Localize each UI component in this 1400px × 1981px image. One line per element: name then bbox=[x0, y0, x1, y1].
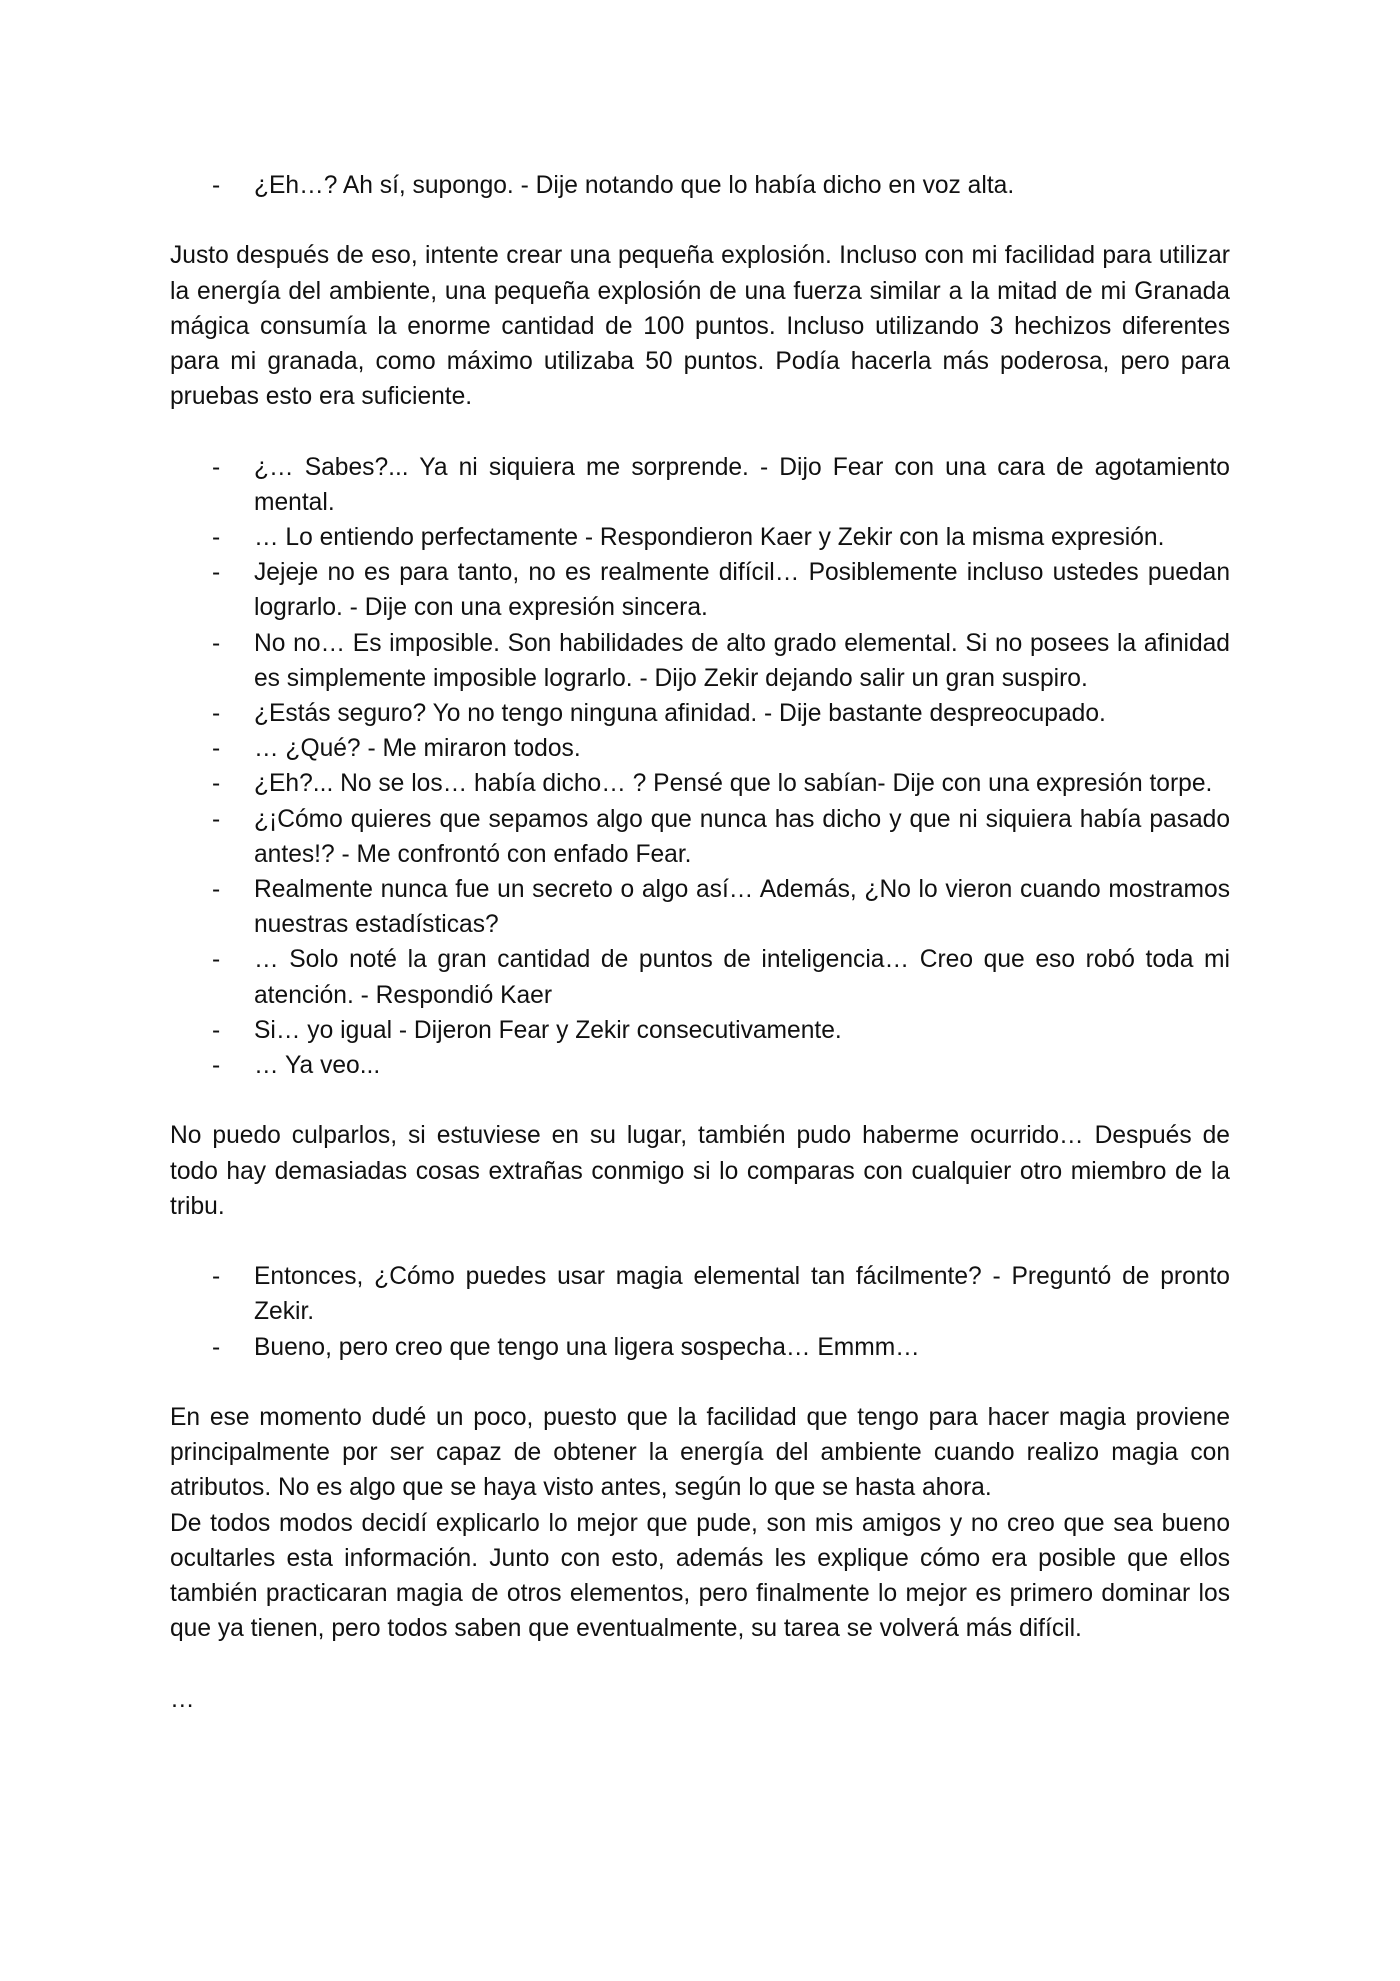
dialogue-line bbox=[170, 942, 1230, 1012]
dialogue-line bbox=[170, 168, 1230, 203]
dialogue-line bbox=[170, 555, 1230, 625]
dialogue-dash: - bbox=[212, 172, 221, 199]
dialogue-dash: - bbox=[212, 946, 221, 974]
dialogue-dash: - bbox=[212, 805, 221, 833]
dialogue-line bbox=[170, 696, 1230, 731]
narration-paragraph: Justo después de eso, intente crear una pequeña explosión. Incluso con mi facilidad para utilizar la energía del ambiente, una pequeña explosión de una fuerza similar a la mitad de mi Granada mágica consumía la enorme cantidad de 100 puntos. Incluso utilizando 3 hechizos diferentes para mi granada, como máximo utilizaba 50 puntos. Podía hacerla más poderosa, pero para pruebas esto era suficiente. bbox=[170, 242, 1230, 411]
dialogue-dash: - bbox=[212, 735, 221, 763]
dialogue-line bbox=[170, 626, 1230, 696]
dialogue-text: ¿Estás seguro? Yo no tengo ninguna afinidad. - Dije bastante despreocupado. bbox=[254, 700, 1106, 728]
dialogue-text: … Ya veo... bbox=[254, 1052, 381, 1080]
scene-break-ellipsis: … bbox=[170, 1685, 195, 1713]
dialogue-text: … Lo entiendo perfectamente - Respondieron Kaer y Zekir con la misma expresión. bbox=[254, 524, 1165, 551]
dialogue-dash: - bbox=[212, 559, 221, 587]
dialogue-text: ¿Eh…? Ah sí, supongo. - Dije notando que lo había dicho en voz alta. bbox=[254, 172, 1015, 199]
narration-paragraph: De todos modos decidí explicarlo lo mejor que pude, son mis amigos y no creo que sea bueno ocultarles esta información. Junto con esto, además les explique cómo era posible que ellos también practicaran magia de otros elementos, pero finalmente lo mejor es primero dominar los que ya tienen, pero todos saben que eventualmente, su tarea se volverá más difícil. bbox=[170, 1509, 1230, 1643]
dialogue-line bbox=[170, 1013, 1230, 1048]
dialogue-dash: - bbox=[212, 1263, 221, 1291]
dialogue-dash: - bbox=[212, 1052, 221, 1080]
dialogue-line bbox=[170, 1330, 1230, 1365]
dialogue-text: No no… Es imposible. Son habilidades de alto grado elemental. Si no posees la afinidad es simplemente imposible lograrlo. - Dijo Zekir dejando salir un gran suspiro. bbox=[254, 629, 1230, 692]
dialogue-text: ¿¡Cómo quieres que sepamos algo que nunca has dicho y que ni siquiera había pasado antes!? - Me confrontó con enfado Fear. bbox=[254, 805, 1230, 868]
dialogue-dash: - bbox=[212, 1016, 221, 1044]
dialogue-text: ¿Eh?... No se los… había dicho… ? Pensé que lo sabían- Dije con una expresión torpe. bbox=[254, 770, 1213, 798]
dialogue-text: ¿… Sabes?... Ya ni siquiera me sorprende. - Dijo Fear con una cara de agotamiento mental. bbox=[254, 453, 1230, 516]
dialogue-line bbox=[170, 1259, 1230, 1329]
dialogue-text: Jejeje no es para tanto, no es realmente difícil… Posiblemente incluso ustedes puedan lograrlo. - Dije con una expresión sincera. bbox=[254, 559, 1230, 622]
dialogue-line bbox=[170, 520, 1230, 555]
narration-paragraph: No puedo culparlos, si estuviese en su lugar, también pudo haberme ocurrido… Después de todo hay demasiadas cosas extrañas conmigo si lo comparas con cualquier otro miembro de la tribu. bbox=[170, 1122, 1230, 1220]
dialogue-dash: - bbox=[212, 876, 221, 904]
dialogue-line bbox=[170, 1048, 1230, 1083]
dialogue-text: … Solo noté la gran cantidad de puntos de inteligencia… Creo que eso robó toda mi atención. - Respondió Kaer bbox=[254, 946, 1230, 1009]
dialogue-line bbox=[170, 450, 1230, 520]
dialogue-dash: - bbox=[212, 524, 221, 551]
dialogue-list bbox=[170, 168, 1230, 203]
dialogue-dash: - bbox=[212, 453, 221, 481]
document-page bbox=[170, 168, 1230, 1717]
dialogue-line bbox=[170, 872, 1230, 942]
dialogue-text: Si… yo igual - Dijeron Fear y Zekir consecutivamente. bbox=[254, 1016, 842, 1044]
dialogue-text: … ¿Qué? - Me miraron todos. bbox=[254, 735, 581, 763]
dialogue-dash: - bbox=[212, 1333, 221, 1361]
dialogue-dash: - bbox=[212, 629, 221, 657]
dialogue-dash: - bbox=[212, 770, 221, 798]
dialogue-text: Bueno, pero creo que tengo una ligera sospecha… Emmm… bbox=[254, 1333, 920, 1361]
dialogue-text: Realmente nunca fue un secreto o algo así… Además, ¿No lo vieron cuando mostramos nuestras estadísticas? bbox=[254, 876, 1230, 939]
dialogue-dash: - bbox=[212, 700, 221, 728]
dialogue-line bbox=[170, 731, 1230, 766]
narration-paragraph: En ese momento dudé un poco, puesto que la facilidad que tengo para hacer magia proviene principalmente por ser capaz de obtener la energía del ambiente cuando realizo magia con atributos. No es algo que se haya visto antes, según lo que se hasta ahora. bbox=[170, 1404, 1230, 1502]
dialogue-text: Entonces, ¿Cómo puedes usar magia elemental tan fácilmente? - Preguntó de pronto Zekir. bbox=[254, 1263, 1230, 1326]
dialogue-line bbox=[170, 766, 1230, 801]
dialogue-list bbox=[170, 450, 1230, 1084]
dialogue-line bbox=[170, 802, 1230, 872]
dialogue-list bbox=[170, 1259, 1230, 1365]
